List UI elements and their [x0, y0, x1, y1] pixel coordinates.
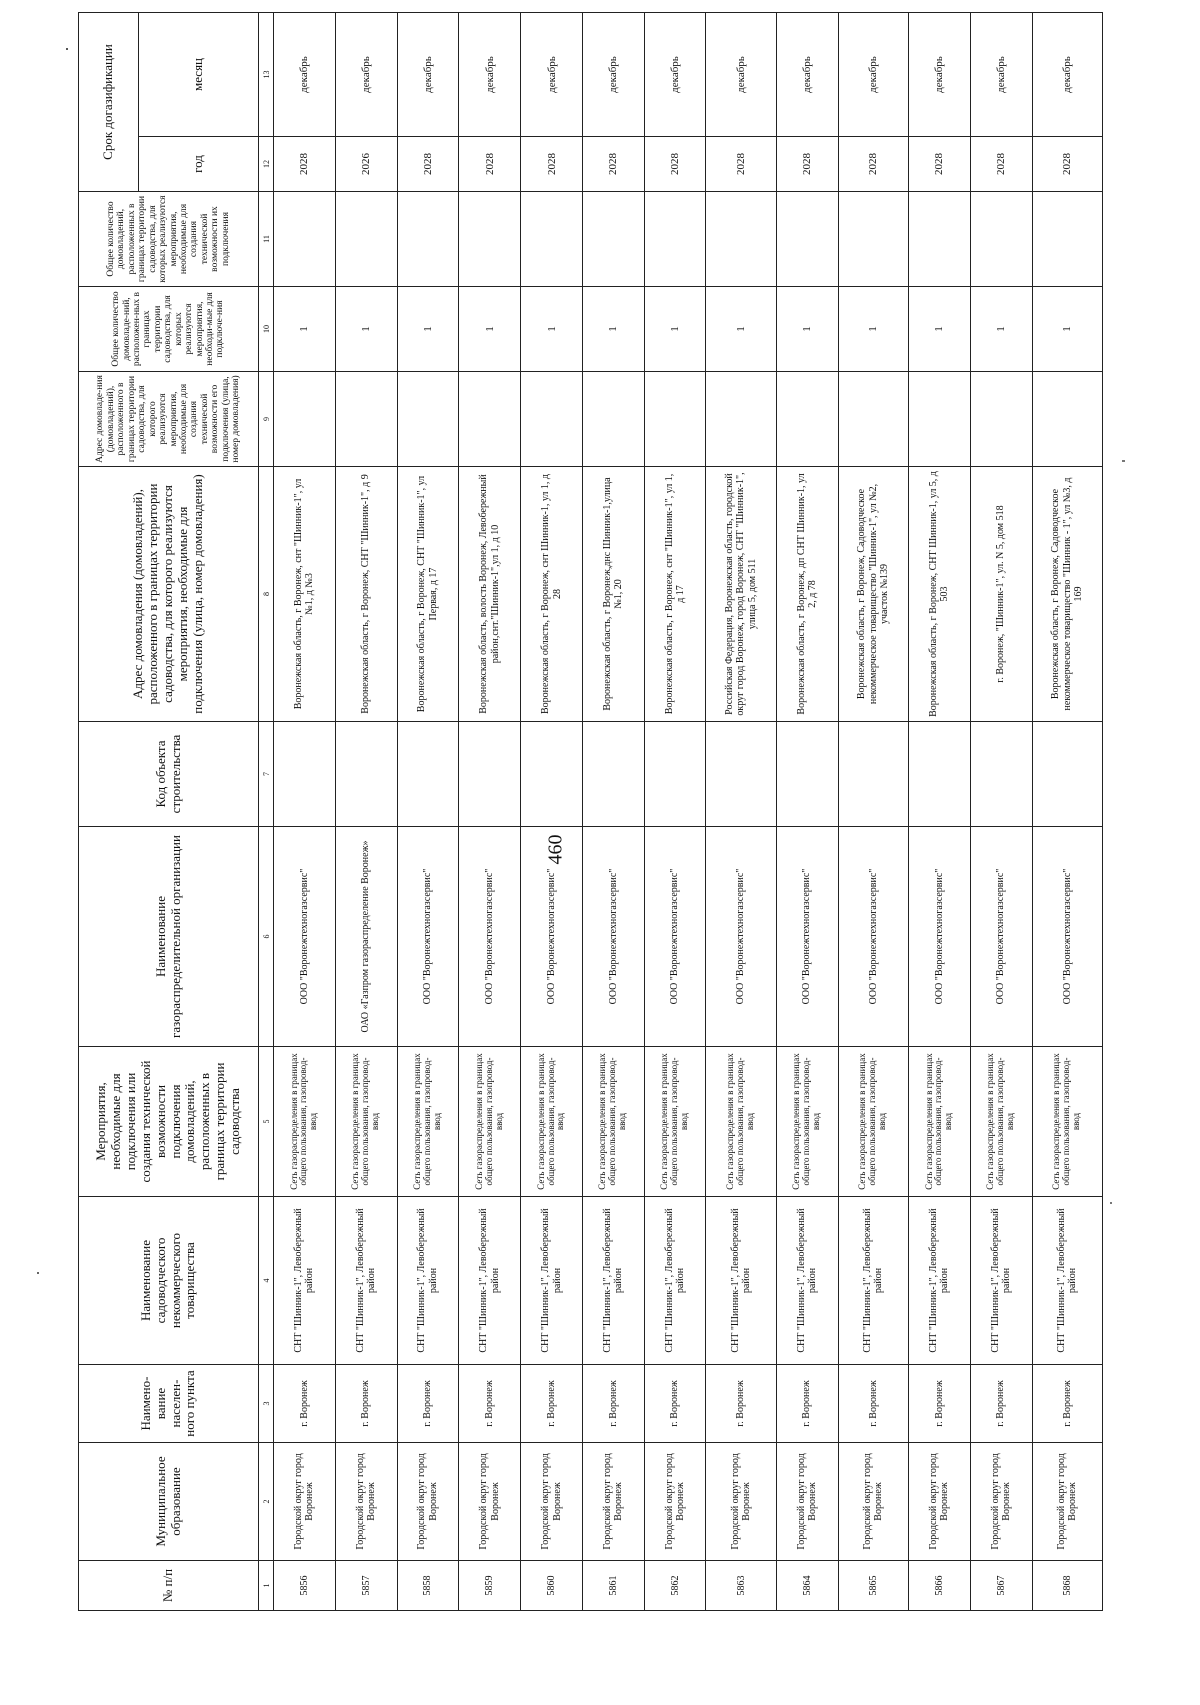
- table-row: [909, 13, 971, 1611]
- row-year: 2028: [459, 137, 521, 192]
- row-total-households: 1: [1032, 287, 1102, 372]
- header-month: месяц: [139, 13, 259, 137]
- row-address: Воронежская область, г Воронеж, дп СНТ Шинник-1, ул 2, д 78: [776, 467, 838, 722]
- column-number: 10: [259, 287, 274, 372]
- row-measures: Сеть газораспределения в границах общего пользования, газопровод-ввод: [459, 1047, 521, 1197]
- row-total-households: 1: [838, 287, 908, 372]
- column-number: 5: [259, 1047, 274, 1197]
- row-year: 2028: [1032, 137, 1102, 192]
- header-address-tech: Адрес домовладе-ния (домовладений), расположенного в границах территории садоводства, для которого реализуются мероприятия, необходимые для создания технической возможности его подключения (улица, номер домовладения): [79, 372, 259, 467]
- row-number: 5856: [274, 1561, 336, 1611]
- row-total-households: 1: [909, 287, 971, 372]
- row-snt: СНТ "Шинник-1", Левобережный район: [274, 1197, 336, 1365]
- header-settlement: Наимено-вание населен-ного пункта: [79, 1365, 259, 1443]
- row-object-code: [838, 722, 908, 827]
- row-number: 5865: [838, 1561, 908, 1611]
- row-municipality: Городской округ город Воронеж: [335, 1443, 397, 1561]
- row-measures: Сеть газораспределения в границах общего пользования, газопровод-ввод: [838, 1047, 908, 1197]
- row-municipality: Городской округ город Воронеж: [582, 1443, 644, 1561]
- row-total-households-tech: [970, 192, 1032, 287]
- row-snt: СНТ "Шинник-1", Левобережный район: [521, 1197, 583, 1365]
- row-number: 5863: [706, 1561, 776, 1611]
- row-object-code: [1032, 722, 1102, 827]
- row-month: декабрь: [838, 13, 908, 137]
- row-measures: Сеть газораспределения в границах общего пользования, газопровод-ввод: [582, 1047, 644, 1197]
- row-settlement: г. Воронеж: [838, 1365, 908, 1443]
- table-row: [706, 13, 776, 1611]
- row-measures: Сеть газораспределения в границах общего пользования, газопровод-ввод: [521, 1047, 583, 1197]
- row-month: декабрь: [582, 13, 644, 137]
- row-month: декабрь: [274, 13, 336, 137]
- row-measures: Сеть газораспределения в границах общего пользования, газопровод-ввод: [706, 1047, 776, 1197]
- header-municipality: Муниципальное образование: [79, 1443, 259, 1561]
- row-address: Российская Федерация, Воронежская область, городской округ город Воронеж, город Воронеж, СНТ "Шинник-1", улица 5, дом 511: [706, 467, 776, 722]
- column-number: 4: [259, 1197, 274, 1365]
- column-number: 8: [259, 467, 274, 722]
- row-settlement: г. Воронеж: [582, 1365, 644, 1443]
- row-snt: СНТ "Шинник-1", Левобережный район: [335, 1197, 397, 1365]
- row-month: декабрь: [776, 13, 838, 137]
- row-settlement: г. Воронеж: [397, 1365, 459, 1443]
- row-total-households: 1: [582, 287, 644, 372]
- table-row: [397, 13, 459, 1611]
- row-address-tech: [274, 372, 336, 467]
- table-row: [644, 13, 706, 1611]
- row-address: Воронежская область, г Воронеж, СНТ "Шинник-1", ул Первая, д 17: [397, 467, 459, 722]
- table-body: [259, 13, 1103, 1611]
- row-number: 5859: [459, 1561, 521, 1611]
- row-snt: СНТ "Шинник-1", Левобережный район: [838, 1197, 908, 1365]
- row-address: Воронежская область, г Воронеж, СНТ "Шинник-1", д 9: [335, 467, 397, 722]
- row-organization: ООО "Воронежтехногазсервис": [706, 827, 776, 1047]
- row-settlement: г. Воронеж: [1032, 1365, 1102, 1443]
- row-municipality: Городской округ город Воронеж: [776, 1443, 838, 1561]
- row-measures: Сеть газораспределения в границах общего пользования, газопровод-ввод: [274, 1047, 336, 1197]
- row-settlement: г. Воронеж: [459, 1365, 521, 1443]
- row-object-code: [970, 722, 1032, 827]
- row-object-code: [909, 722, 971, 827]
- row-address: Воронежская область, г Воронеж, снт "Шинник-1", ул 1, д 17: [644, 467, 706, 722]
- row-year: 2028: [838, 137, 908, 192]
- row-address-tech: [644, 372, 706, 467]
- row-total-households-tech: [459, 192, 521, 287]
- row-year: 2028: [582, 137, 644, 192]
- row-number: 5858: [397, 1561, 459, 1611]
- row-settlement: г. Воронеж: [776, 1365, 838, 1443]
- row-address-tech: [1032, 372, 1102, 467]
- row-address: Воронежская область, г Воронеж, СНТ Шинник-1, ул 5, д 503: [909, 467, 971, 722]
- row-settlement: г. Воронеж: [970, 1365, 1032, 1443]
- row-year: 2028: [706, 137, 776, 192]
- row-year: 2028: [521, 137, 583, 192]
- row-snt: СНТ "Шинник-1", Левобережный район: [776, 1197, 838, 1365]
- row-municipality: Городской округ город Воронеж: [644, 1443, 706, 1561]
- row-total-households: 1: [521, 287, 583, 372]
- row-municipality: Городской округ город Воронеж: [459, 1443, 521, 1561]
- row-address: Воронежская область, г Воронеж,днс Шинник-1,улица №1, 20: [582, 467, 644, 722]
- row-total-households-tech: [706, 192, 776, 287]
- row-measures: Сеть газораспределения в границах общего пользования, газопровод-ввод: [335, 1047, 397, 1197]
- row-measures: Сеть газораспределения в границах общего пользования, газопровод-ввод: [970, 1047, 1032, 1197]
- row-total-households: 1: [970, 287, 1032, 372]
- row-settlement: г. Воронеж: [521, 1365, 583, 1443]
- row-address: г. Воронеж, "Шинник-1", ул. N 5, дом 518: [970, 467, 1032, 722]
- scan-speck: [66, 48, 68, 50]
- row-total-households: 1: [335, 287, 397, 372]
- row-organization: ООО "Воронежтехногазсервис": [970, 827, 1032, 1047]
- row-address: Воронежская область, г Воронеж, снт Шинник-1, ул 1, д 28: [521, 467, 583, 722]
- row-municipality: Городской округ город Воронеж: [706, 1443, 776, 1561]
- header-organization: Наименование газораспределительной организации: [79, 827, 259, 1047]
- row-month: декабрь: [909, 13, 971, 137]
- column-number: 2: [259, 1443, 274, 1561]
- column-number: 9: [259, 372, 274, 467]
- row-number: 5857: [335, 1561, 397, 1611]
- table-row: [838, 13, 908, 1611]
- row-organization: ООО "Воронежтехногазсервис": [582, 827, 644, 1047]
- row-settlement: г. Воронеж: [335, 1365, 397, 1443]
- row-total-households: 1: [274, 287, 336, 372]
- row-municipality: Городской округ город Воронеж: [1032, 1443, 1102, 1561]
- row-object-code: [521, 722, 583, 827]
- row-year: 2028: [274, 137, 336, 192]
- table-row: [274, 13, 336, 1611]
- row-year: 2028: [644, 137, 706, 192]
- row-settlement: г. Воронеж: [909, 1365, 971, 1443]
- row-month: декабрь: [1032, 13, 1102, 137]
- row-settlement: г. Воронеж: [644, 1365, 706, 1443]
- row-measures: Сеть газораспределения в границах общего пользования, газопровод-ввод: [909, 1047, 971, 1197]
- row-object-code: [459, 722, 521, 827]
- column-number-row: [259, 13, 274, 1611]
- row-total-households: 1: [397, 287, 459, 372]
- row-measures: Сеть газораспределения в границах общего пользования, газопровод-ввод: [1032, 1047, 1102, 1197]
- row-object-code: [274, 722, 336, 827]
- row-year: 2028: [776, 137, 838, 192]
- row-snt: СНТ "Шинник-1", Левобережный район: [909, 1197, 971, 1365]
- row-organization: ООО "Воронежтехногазсервис": [521, 827, 583, 1047]
- row-month: декабрь: [459, 13, 521, 137]
- row-object-code: [335, 722, 397, 827]
- row-object-code: [582, 722, 644, 827]
- row-snt: СНТ "Шинник-1", Левобережный район: [970, 1197, 1032, 1365]
- row-snt: СНТ "Шинник-1", Левобережный район: [706, 1197, 776, 1365]
- header-measures: Мероприятия, необходимые для подключения или создания технической возможности подключения домовладений, расположенных в границах территории садоводства: [79, 1047, 259, 1197]
- row-total-households-tech: [397, 192, 459, 287]
- row-total-households-tech: [838, 192, 908, 287]
- scan-speck: [1110, 1202, 1112, 1204]
- header-snt: Наименование садоводческого некоммерческого товарищества: [79, 1197, 259, 1365]
- row-organization: ООО "Воронежтехногазсервис": [1032, 827, 1102, 1047]
- header-total-households: Общее количество домовладе-ний, расположен-ных в границах территории садоводства, для которых реализуются мероприятия, необходи-мые для подключе-ния: [79, 287, 259, 372]
- column-number: 13: [259, 13, 274, 137]
- row-total-households: 1: [776, 287, 838, 372]
- row-organization: ООО "Воронежтехногазсервис": [776, 827, 838, 1047]
- row-total-households-tech: [582, 192, 644, 287]
- row-object-code: [644, 722, 706, 827]
- row-month: декабрь: [706, 13, 776, 137]
- row-number: 5861: [582, 1561, 644, 1611]
- row-address-tech: [776, 372, 838, 467]
- row-address: Воронежская область, г Воронеж, Садоводческое некоммерческое товарищество "Шинник-1", ул №2, участок №139: [838, 467, 908, 722]
- row-snt: СНТ "Шинник-1", Левобережный район: [459, 1197, 521, 1365]
- row-municipality: Городской округ город Воронеж: [970, 1443, 1032, 1561]
- header-total-households-tech: Общее количество домовладений, расположенных в границах территории садоводства, для которых реализуются мероприятия, необходимые для создания технической возможности их подключения: [79, 192, 259, 287]
- row-address: Воронежская область, волость Воронеж, Левобережный район,снт."Шинник-1",ул 1, д 10: [459, 467, 521, 722]
- gasification-table: [78, 12, 1103, 1611]
- row-settlement: г. Воронеж: [706, 1365, 776, 1443]
- page-number: 460: [544, 834, 567, 865]
- row-address-tech: [459, 372, 521, 467]
- row-year: 2028: [909, 137, 971, 192]
- row-number: 5860: [521, 1561, 583, 1611]
- row-organization: ОАО «Газпром газораспределение Воронеж»: [335, 827, 397, 1047]
- row-address-tech: [335, 372, 397, 467]
- row-municipality: Городской округ город Воронеж: [909, 1443, 971, 1561]
- row-object-code: [397, 722, 459, 827]
- header-term: Срок догазификации: [79, 13, 139, 192]
- table-row: [970, 13, 1032, 1611]
- row-municipality: Городской округ город Воронеж: [521, 1443, 583, 1561]
- row-address-tech: [706, 372, 776, 467]
- column-number: 6: [259, 827, 274, 1047]
- row-object-code: [776, 722, 838, 827]
- row-organization: ООО "Воронежтехногазсервис": [838, 827, 908, 1047]
- header-year: год: [139, 137, 259, 192]
- row-total-households-tech: [521, 192, 583, 287]
- row-municipality: Городской округ город Воронеж: [838, 1443, 908, 1561]
- row-measures: Сеть газораспределения в границах общего пользования, газопровод-ввод: [644, 1047, 706, 1197]
- row-month: декабрь: [970, 13, 1032, 137]
- column-number: 12: [259, 137, 274, 192]
- row-snt: СНТ "Шинник-1", Левобережный район: [397, 1197, 459, 1365]
- gasification-table-wrapper: [78, 44, 1103, 1611]
- row-total-households-tech: [1032, 192, 1102, 287]
- column-number: 1: [259, 1561, 274, 1611]
- row-address-tech: [521, 372, 583, 467]
- row-address-tech: [582, 372, 644, 467]
- row-total-households-tech: [776, 192, 838, 287]
- row-month: декабрь: [521, 13, 583, 137]
- row-month: декабрь: [335, 13, 397, 137]
- table-row: [582, 13, 644, 1611]
- row-settlement: г. Воронеж: [274, 1365, 336, 1443]
- row-year: 2028: [397, 137, 459, 192]
- row-object-code: [706, 722, 776, 827]
- table-row: [521, 13, 583, 1611]
- row-address-tech: [970, 372, 1032, 467]
- row-total-households-tech: [274, 192, 336, 287]
- row-total-households-tech: [335, 192, 397, 287]
- row-municipality: Городской округ город Воронеж: [274, 1443, 336, 1561]
- row-organization: ООО "Воронежтехногазсервис": [274, 827, 336, 1047]
- row-address-tech: [838, 372, 908, 467]
- table-row: [459, 13, 521, 1611]
- table-row: [1032, 13, 1102, 1611]
- row-number: 5866: [909, 1561, 971, 1611]
- row-total-households: 1: [706, 287, 776, 372]
- row-organization: ООО "Воронежтехногазсервис": [644, 827, 706, 1047]
- row-year: 2026: [335, 137, 397, 192]
- row-number: 5867: [970, 1561, 1032, 1611]
- row-total-households: 1: [644, 287, 706, 372]
- row-address-tech: [397, 372, 459, 467]
- column-number: 3: [259, 1365, 274, 1443]
- header-number: № п/п: [79, 1561, 259, 1611]
- row-measures: Сеть газораспределения в границах общего пользования, газопровод-ввод: [776, 1047, 838, 1197]
- row-month: декабрь: [397, 13, 459, 137]
- row-total-households-tech: [644, 192, 706, 287]
- row-snt: СНТ "Шинник-1", Левобережный район: [1032, 1197, 1102, 1365]
- row-organization: ООО "Воронежтехногазсервис": [397, 827, 459, 1047]
- row-snt: СНТ "Шинник-1", Левобережный район: [644, 1197, 706, 1365]
- row-address-tech: [909, 372, 971, 467]
- table-row: [335, 13, 397, 1611]
- row-total-households: 1: [459, 287, 521, 372]
- column-number: 7: [259, 722, 274, 827]
- header-object-code: Код объекта строительства: [79, 722, 259, 827]
- row-number: 5868: [1032, 1561, 1102, 1611]
- row-total-households-tech: [909, 192, 971, 287]
- column-number: 11: [259, 192, 274, 287]
- row-number: 5864: [776, 1561, 838, 1611]
- row-measures: Сеть газораспределения в границах общего пользования, газопровод-ввод: [397, 1047, 459, 1197]
- row-organization: ООО "Воронежтехногазсервис": [459, 827, 521, 1047]
- scan-speck: [37, 1272, 39, 1274]
- row-month: декабрь: [644, 13, 706, 137]
- row-year: 2028: [970, 137, 1032, 192]
- row-number: 5862: [644, 1561, 706, 1611]
- table-row: [776, 13, 838, 1611]
- row-municipality: Городской округ город Воронеж: [397, 1443, 459, 1561]
- row-address: Воронежская область, г Воронеж, Садоводческое некоммерческое товарищество "Шинник - 1", ул №3, д 169: [1032, 467, 1102, 722]
- header-address: Адрес домовладения (домовладений), расположенного в границах территории садоводства, для которого реализуются мероприятия, необходимые для подключения (улица, номер домовладения): [79, 467, 259, 722]
- row-organization: ООО "Воронежтехногазсервис": [909, 827, 971, 1047]
- row-snt: СНТ "Шинник-1", Левобережный район: [582, 1197, 644, 1365]
- row-address: Воронежская область, г Воронеж, снт "Шинник-1", ул №1, д №3: [274, 467, 336, 722]
- scan-speck: [1122, 460, 1125, 462]
